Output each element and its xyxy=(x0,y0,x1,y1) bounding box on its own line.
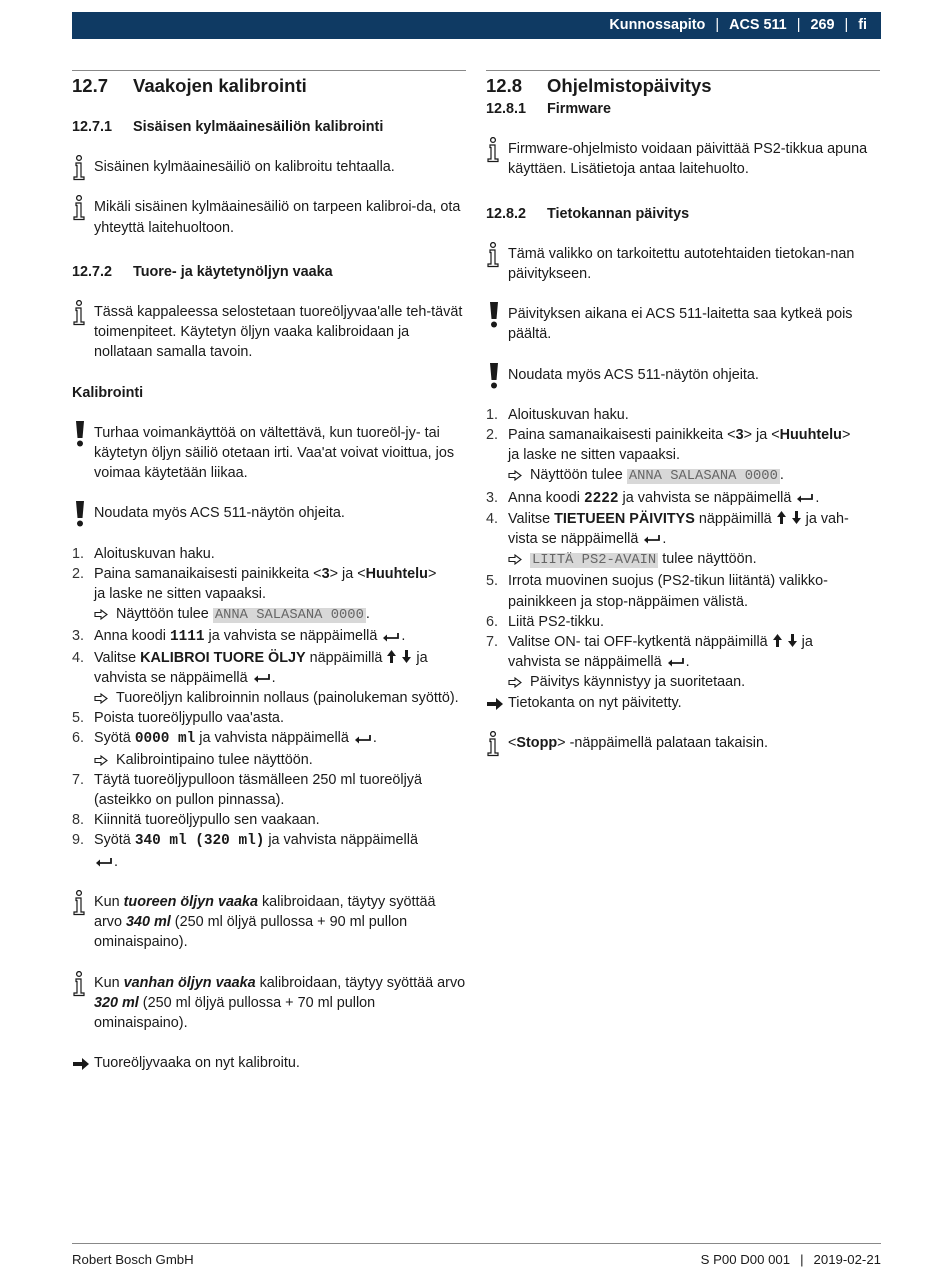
list-item: 1. Aloituskuvan haku. xyxy=(486,406,629,423)
info-icon xyxy=(486,137,500,163)
list-item: 9. Syötä 340 ml (320 ml) ja vahvista näppäimellä . xyxy=(72,832,418,870)
warning-icon xyxy=(74,500,86,528)
section-heading-12-8: 12.8 Ohjelmistopäivitys xyxy=(486,75,712,96)
info-note: Kun vanhan öljyn vaaka kalibroidaan, täytyy syöttää arvo 320 ml (250 ml öljyä pullossa + 70 ml pullon ominaispaino). xyxy=(72,973,466,1034)
final-result: Tietokanta on nyt päivitetty. xyxy=(486,693,880,713)
warning-note: Noudata myös ACS 511-näytön ohjeita. xyxy=(486,365,880,385)
display-text: LIITÄ PS2-AVAIN xyxy=(532,553,657,569)
arrow-up-icon xyxy=(772,633,783,648)
subsection-heading-12-8-1: 12.8.1 Firmware xyxy=(486,101,611,117)
footer-date: 2019-02-21 xyxy=(813,1252,881,1267)
final-result-arrow-icon xyxy=(72,1057,90,1071)
list-item: 2. Paina samanaikaisesti painikkeita <3> ja <Huuhtelu> ja laske ne sitten vapaaksi. xyxy=(72,565,437,603)
info-note: Kun tuoreen öljyn vaaka kalibroidaan, täytyy syöttää arvo 340 ml (250 ml öljyä pullossa + 90 ml pullon ominaispaino). xyxy=(72,892,466,953)
enter-key-icon xyxy=(94,857,114,867)
list-item: 2. Paina samanaikaisesti painikkeita <3> ja <Huuhtelu> ja laske ne sitten vapaaksi. xyxy=(486,427,851,464)
info-icon xyxy=(72,155,86,181)
arrow-down-icon xyxy=(791,510,802,525)
result-arrow-icon xyxy=(508,470,522,481)
arrow-down-icon xyxy=(787,633,798,648)
list-item: 5. Irrota muovinen suojus (PS2-tikun liitäntä) valikko-painikkeen ja stop-näppäimen välistä. xyxy=(486,573,828,610)
list-item: 7. Valitse ON- tai OFF-kytkentä näppäimillä ja vahvista se näppäimellä . xyxy=(486,634,813,671)
page-footer: Robert Bosch GmbH S P00 D00 001 | 2019-02-21 xyxy=(72,1250,881,1270)
list-item: 5. Poista tuoreöljypullo vaa'asta. xyxy=(72,710,284,727)
warning-icon xyxy=(488,362,500,390)
header-language: fi xyxy=(858,17,867,34)
warning-note: Päivityksen aikana ei ACS 511-laitetta saa kytkeä pois päältä. xyxy=(486,304,880,344)
header-page-number: 269 xyxy=(810,17,835,34)
info-note: Tämä valikko on tarkoitettu autotehtaiden tietokan-nan päivitykseen. xyxy=(486,244,880,284)
list-item: 8. Kiinnitä tuoreöljypullo sen vaakaan. xyxy=(72,812,320,829)
subsection-heading-12-8-2: 12.8.2 Tietokannan päivitys xyxy=(486,205,690,222)
arrow-down-icon xyxy=(401,649,412,664)
warning-icon xyxy=(74,420,86,448)
section-rule xyxy=(486,70,880,71)
left-column xyxy=(72,70,466,1073)
info-icon xyxy=(72,971,86,997)
info-note: <Stopp> -näppäimellä palataan takaisin. xyxy=(486,733,880,753)
result-arrow-icon xyxy=(508,554,522,565)
result-arrow-icon xyxy=(94,693,108,704)
info-note: Firmware-ohjelmisto voidaan päivittää PS2-tikkua apuna käyttäen. Lisätietoja antaa laitehuolto. xyxy=(486,139,880,179)
arrow-up-icon xyxy=(776,510,787,525)
result-item: Kalibrointipaino tulee näyttöön. xyxy=(72,750,466,770)
info-icon xyxy=(72,890,86,916)
enter-key-icon xyxy=(381,632,401,642)
info-icon xyxy=(72,300,86,326)
calibration-steps xyxy=(72,544,466,872)
list-item: 1. Aloituskuvan haku. xyxy=(72,545,215,562)
list-item: 7. Täytä tuoreöljypulloon täsmälleen 250 ml tuoreöljyä (asteikko on pullon pinnassa). xyxy=(72,771,422,809)
list-item: 3. Anna koodi 2222 ja vahvista se näppäimellä . xyxy=(486,489,820,507)
calibration-heading: Kalibrointi xyxy=(72,384,144,401)
result-arrow-icon xyxy=(94,755,108,766)
footer-company: Robert Bosch GmbH xyxy=(72,1252,194,1267)
right-column xyxy=(486,70,880,753)
list-item: 4. Valitse TIETUEEN PÄIVITYS näppäimillä ja vah- vista se näppäimellä . xyxy=(486,510,849,548)
enter-key-icon xyxy=(353,734,373,744)
result-item: Päivitys käynnistyy ja suoritetaan. xyxy=(486,672,880,692)
subsection-heading-12-7-2: 12.7.2 Tuore- ja käytetynöljyn vaaka xyxy=(72,263,333,280)
enter-key-icon xyxy=(252,673,272,683)
info-note: Mikäli sisäinen kylmäainesäiliö on tarpeen kalibroi-da, ota yhteyttä laitehuoltoon. xyxy=(72,197,466,237)
list-item: 6. Liitä PS2-tikku. xyxy=(486,613,604,630)
enter-key-icon xyxy=(795,493,815,503)
warning-note: Noudata myös ACS 511-näytön ohjeita. xyxy=(72,503,466,523)
header-section: Kunnossapito xyxy=(609,17,706,34)
result-item: Tuoreöljyn kalibroinnin nollaus (painolukeman syöttö). xyxy=(72,688,466,708)
result-arrow-icon xyxy=(508,677,522,688)
info-icon xyxy=(486,731,500,757)
result-arrow-icon xyxy=(94,609,108,620)
footer-doc-number: S P00 D00 001 xyxy=(700,1252,791,1267)
display-text: ANNA SALASANA 0000 xyxy=(628,469,778,485)
display-text: ANNA SALASANA 0000 xyxy=(214,608,364,624)
warning-note: Turhaa voimankäyttöä on vältettävä, kun tuoreöl-jy- tai käytetyn öljyn säiliö otetaan irti. Vaa'at voivat vioittua, jos voimaa käytetään liikaa. xyxy=(72,423,466,484)
footer-rule xyxy=(72,1243,881,1244)
info-note: Tässä kappaleessa selostetaan tuoreöljyvaa'alle teh-tävät toimenpiteet. Käytetyn öljyn vaaka kalibroidaan ja nollataan samalla tavoin. xyxy=(72,302,466,363)
update-steps xyxy=(486,405,880,693)
list-item: 4. Valitse KALIBROI TUORE ÖLJY näppäimillä ja vahvista se näppäimellä . xyxy=(72,649,428,686)
arrow-up-icon xyxy=(386,649,397,664)
result-item: Näyttöön tulee ANNA SALASANA 0000 . xyxy=(486,465,880,487)
page-header: Kunnossapito | ACS 511 | 269 | fi xyxy=(72,12,881,39)
result-item: LIITÄ PS2-AVAIN tulee näyttöön. xyxy=(486,549,880,571)
info-icon xyxy=(486,242,500,268)
info-icon xyxy=(72,195,86,221)
final-result: Tuoreöljyvaaka on nyt kalibroitu. xyxy=(72,1053,466,1073)
header-product: ACS 511 xyxy=(729,17,787,34)
section-heading-12-7: 12.7 Vaakojen kalibrointi xyxy=(72,75,307,96)
enter-key-icon xyxy=(666,657,686,667)
list-item: 3. Anna koodi 1111 ja vahvista se näppäimellä . xyxy=(72,628,406,646)
info-note: Sisäinen kylmäainesäiliö on kalibroitu tehtaalla. xyxy=(72,157,466,177)
enter-key-icon xyxy=(642,534,662,544)
list-item: 6. Syötä 0000 ml ja vahvista näppäimellä . xyxy=(72,730,377,748)
section-rule xyxy=(72,70,466,71)
result-item: Näyttöön tulee ANNA SALASANA 0000 . xyxy=(72,604,466,626)
warning-icon xyxy=(488,301,500,329)
final-result-arrow-icon xyxy=(486,697,504,711)
subsection-heading-12-7-1: 12.7.1 Sisäisen kylmäainesäiliön kalibrointi xyxy=(72,119,384,135)
